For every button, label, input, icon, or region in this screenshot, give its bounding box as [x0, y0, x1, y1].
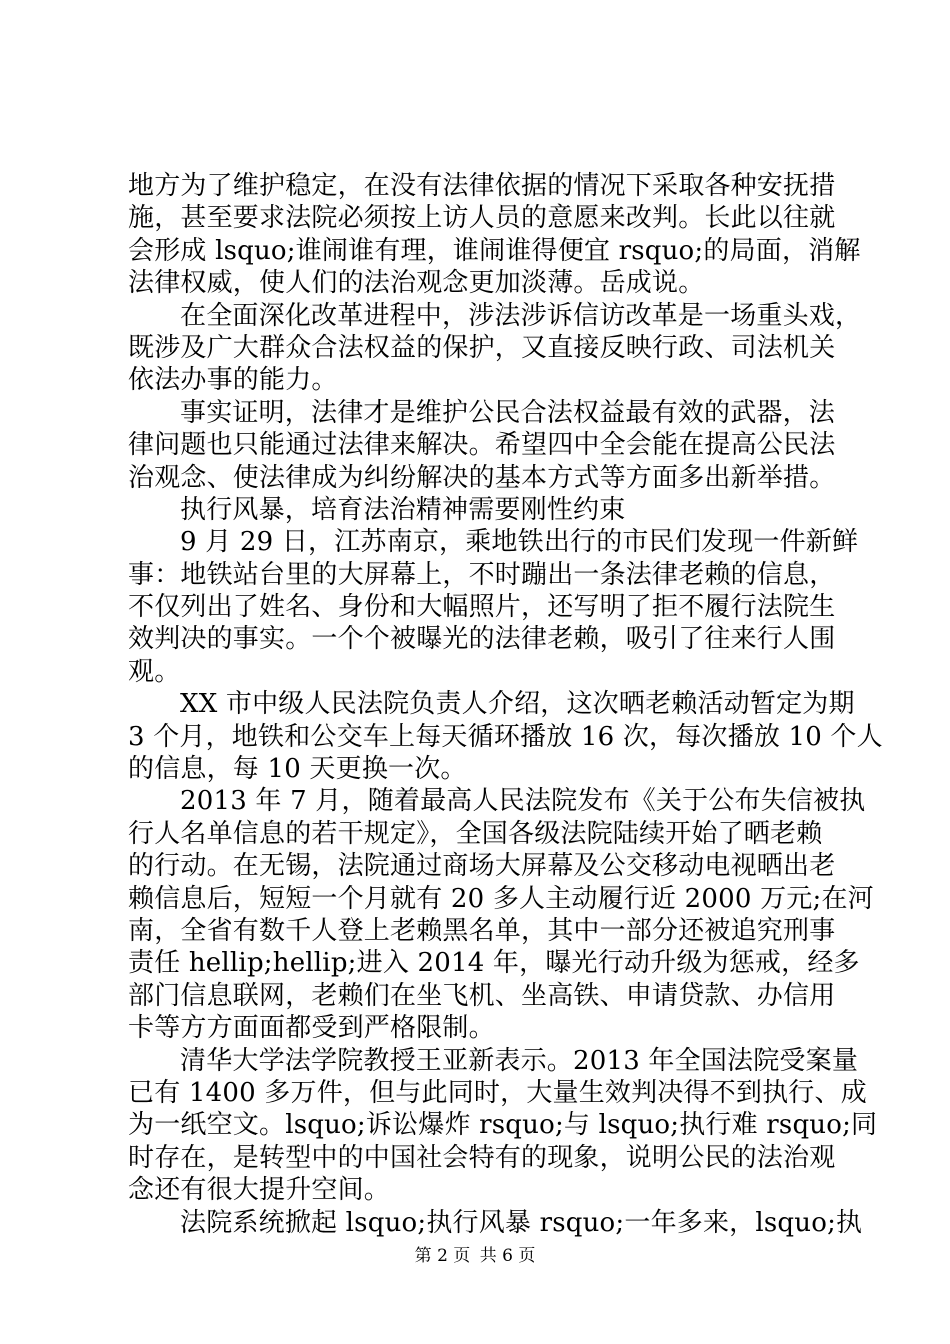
text-line: 效判决的事实。一个个被曝光的法律老赖，吸引了往来行人围 — [128, 624, 836, 655]
text-line: 在全面深化改革进程中，涉法涉诉信访改革是一场重头戏， — [180, 300, 862, 331]
text-line: 3 个月，地铁和公交车上每天循环播放 16 次，每次播放 10 个人 — [128, 721, 883, 752]
text-line: XX 市中级人民法院负责人介绍，这次晒老赖活动暂定为期 — [180, 689, 855, 720]
text-line: 不仅列出了姓名、身份和大幅照片，还写明了拒不履行法院生 — [128, 592, 836, 623]
document-body — [128, 170, 883, 1239]
page-number: 第 2 页 — [414, 1246, 471, 1266]
text-line: 依法办事的能力。 — [128, 365, 338, 396]
paragraph — [128, 300, 862, 397]
text-line: 念还有很大提升空间。 — [128, 1175, 391, 1206]
paragraph — [128, 526, 859, 688]
text-line: 事实证明，法律才是维护公民合法权益最有效的武器，法 — [180, 397, 836, 428]
text-line: 赖信息后，短短一个月就有 20 多人主动履行近 2000 万元;在河 — [128, 883, 874, 914]
text-line: 部门信息联网，老赖们在坐飞机、坐高铁、申请贷款、办信用 — [128, 980, 836, 1011]
text-line: 治观念、使法律成为纠纷解决的基本方式等方面多出新举措。 — [128, 462, 836, 493]
text-line: 南，全省有数千人登上老赖黑名单，其中一部分还被追究刑事 — [128, 915, 836, 946]
text-line: 的信息，每 10 天更换一次。 — [128, 754, 467, 785]
text-line: 地方为了维护稳定，在没有法律依据的情况下采取各种安抚措 — [128, 171, 836, 201]
paragraph — [128, 1045, 878, 1207]
paragraph — [128, 494, 828, 526]
paragraph — [128, 170, 861, 300]
text-line: 责任 hellip;hellip;进入 2014 年，曝光行动升级为惩戒，经多 — [128, 948, 860, 979]
text-line: 为一纸空文。lsquo;诉讼爆炸 rsquo;与 lsquo;执行难 rsquo;同 — [128, 1110, 878, 1141]
text-line: 的行动。在无锡，法院通过商场大屏幕及公交移动电视晒出老 — [128, 851, 836, 882]
text-line: 既涉及广大群众合法权益的保护，又直接反映行政、司法机关 — [128, 332, 836, 363]
page-footer — [0, 1241, 950, 1266]
text-line: 会形成 lsquo;谁闹谁有理，谁闹谁得便宜 rsquo;的局面，消解 — [128, 235, 861, 266]
paragraph — [128, 785, 874, 1044]
text-line: 行人名单信息的若干规定》，全国各级法院陆续开始了晒老赖 — [128, 818, 823, 849]
text-line: 观。 — [128, 656, 181, 687]
page-total: 共 6 页 — [479, 1246, 536, 1266]
text-line: 已有 1400 多万件，但与此同时，大量生效判决得不到执行、成 — [128, 1077, 867, 1108]
text-line: 法律权威，使人们的法治观念更加淡薄。岳成说。 — [128, 268, 705, 299]
text-line: 执行风暴，培育法治精神需要刚性约束 — [180, 494, 626, 525]
text-line: 律问题也只能通过法律来解决。希望四中全会能在提高公民法 — [128, 430, 836, 461]
text-line: 2013 年 7 月，随着最高人民法院发布《关于公布失信被执 — [180, 786, 866, 817]
text-line: 时存在，是转型中的中国社会特有的现象，说明公民的法治观 — [128, 1142, 836, 1173]
text-line: 法院系统掀起 lsquo;执行风暴 rsquo;一年多来，lsquo;执 — [180, 1207, 863, 1238]
text-line: 事：地铁站台里的大屏幕上，不时蹦出一条法律老赖的信息， — [128, 559, 836, 590]
paragraph — [128, 688, 883, 785]
paragraph — [128, 1207, 863, 1239]
text-line: 9 月 29 日，江苏南京，乘地铁出行的市民们发现一件新鲜 — [180, 527, 859, 558]
text-line: 施，甚至要求法院必须按上访人员的意愿来改判。长此以往就 — [128, 203, 836, 234]
paragraph — [128, 397, 836, 494]
text-line: 卡等方方面面都受到严格限制。 — [128, 1013, 495, 1044]
text-line: 清华大学法学院教授王亚新表示。2013 年全国法院受案量 — [180, 1045, 859, 1076]
